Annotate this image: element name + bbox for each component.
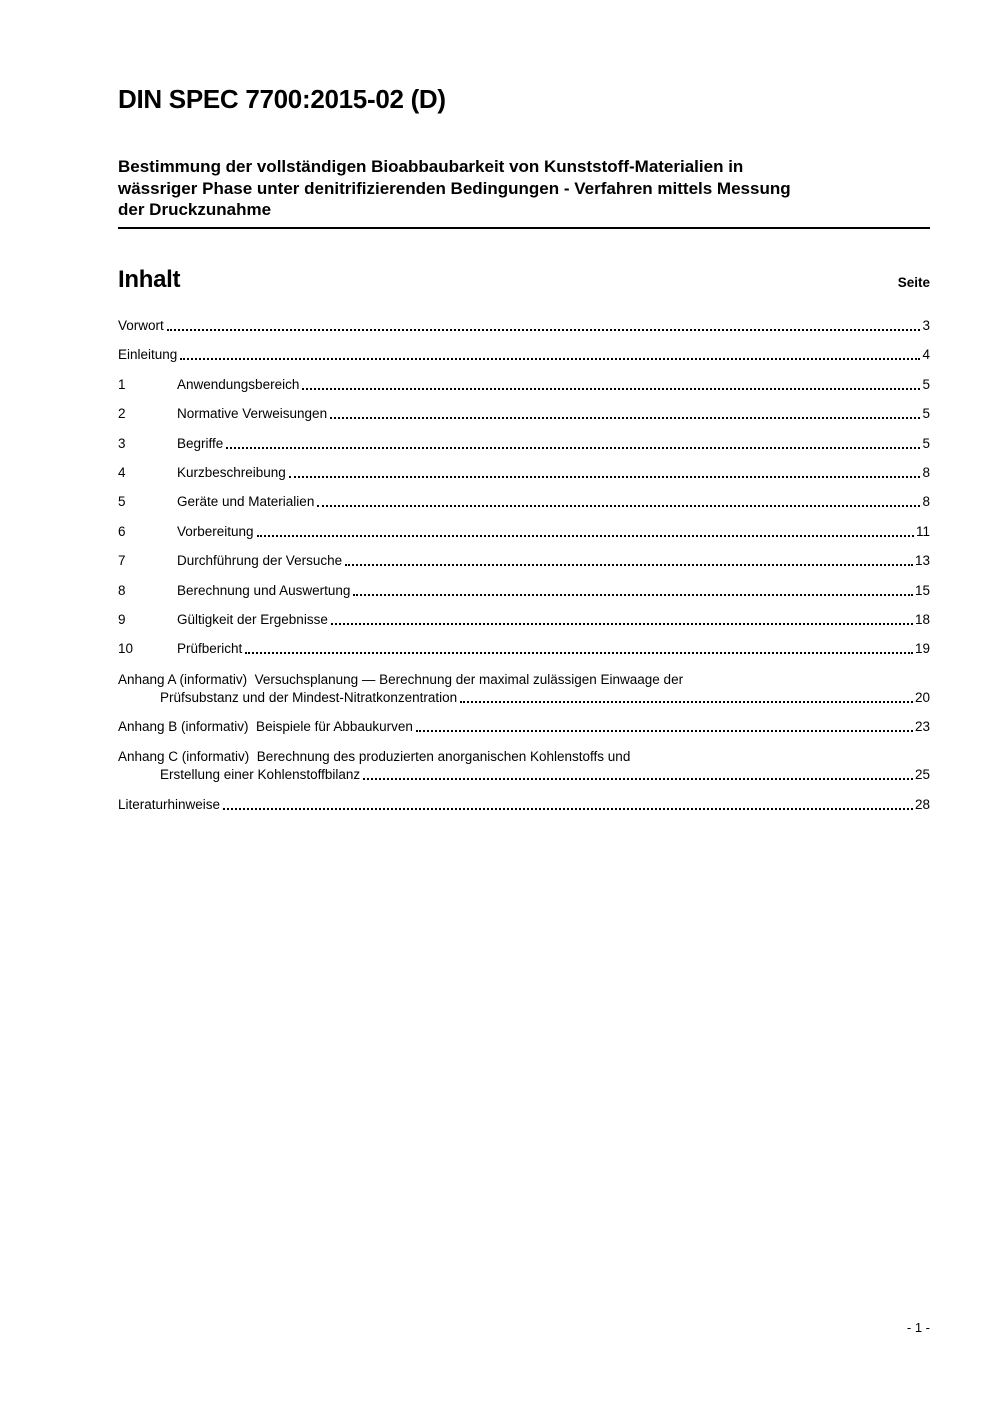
title-divider-rule xyxy=(118,227,930,229)
toc-entry xyxy=(118,689,930,706)
toc-entry xyxy=(118,640,930,657)
toc-dot-leader xyxy=(317,505,920,507)
toc-entry-page-number: 19 xyxy=(914,641,930,657)
toc-dot-leader xyxy=(223,808,913,810)
toc-entry-page-number: 5 xyxy=(922,406,930,422)
toc-entry-page-number: 11 xyxy=(915,523,930,539)
toc-entry-label: Vorwort xyxy=(118,318,164,333)
toc-entry-page-number: 28 xyxy=(914,796,930,812)
toc-header-row xyxy=(118,266,930,294)
toc-entry-number: 1 xyxy=(118,376,126,392)
toc-dot-leader xyxy=(167,329,921,331)
toc-dot-leader xyxy=(353,594,913,596)
toc-entry xyxy=(118,611,930,628)
toc-entry xyxy=(118,523,930,540)
page-number-footer: - 1 - xyxy=(906,1320,930,1335)
toc-page-column-label: Seite xyxy=(897,275,930,290)
toc-dot-leader xyxy=(416,730,913,732)
toc-entry-number: 8 xyxy=(118,582,126,598)
toc-list xyxy=(118,317,930,825)
toc-entry-page-number: 15 xyxy=(914,582,930,598)
toc-entry xyxy=(118,552,930,569)
document-subtitle-line: wässriger Phase unter denitrifizierenden Bedingungen - Verfahren mittels Messung xyxy=(118,178,791,198)
toc-entry xyxy=(118,346,930,363)
toc-entry-label: Normative Verweisungen xyxy=(177,406,328,422)
toc-entry-label: Erstellung einer Kohlenstoffbilanz xyxy=(160,767,361,783)
toc-entry-page-number: 5 xyxy=(922,376,930,392)
toc-dot-leader xyxy=(363,778,913,780)
toc-entry-page-number: 8 xyxy=(922,464,930,480)
toc-entry-label: Anhang B (informativ) Beispiele für Abbaukurven xyxy=(118,719,413,735)
toc-entry xyxy=(118,766,930,783)
toc-entry xyxy=(118,464,930,481)
toc-entry-label: Vorbereitung xyxy=(177,523,254,539)
document-subtitle xyxy=(118,156,930,221)
toc-entry-page-number: 18 xyxy=(914,611,930,627)
toc-entry-label: Prüfsubstanz und der Mindest-Nitratkonzentration xyxy=(160,689,458,705)
toc-entry-number: 3 xyxy=(118,435,126,451)
toc-dot-leader xyxy=(302,388,920,390)
toc-entry-label: Durchführung der Versuche xyxy=(177,553,343,569)
toc-entry xyxy=(118,582,930,599)
toc-entry-number: 10 xyxy=(118,641,134,657)
toc-entry xyxy=(118,718,930,735)
toc-entry xyxy=(118,376,930,393)
toc-entry-label: Prüfbericht xyxy=(177,641,243,657)
toc-entry xyxy=(118,317,930,334)
toc-dot-leader xyxy=(330,417,920,419)
toc-entry-number: 7 xyxy=(118,553,126,569)
toc-entry-line1: Anhang C (informativ) Berechnung des produzierten anorganischen Kohlenstoffs und xyxy=(118,749,631,765)
toc-dot-leader xyxy=(345,564,913,566)
toc-entry-label: Geräte und Materialien xyxy=(177,494,315,510)
toc-entry-page-number: 3 xyxy=(922,318,930,333)
document-subtitle-line: der Druckzunahme xyxy=(118,200,272,219)
toc-entry-label: Literaturhinweise xyxy=(118,796,221,812)
toc-entry-label: Berechnung und Auswertung xyxy=(177,582,351,598)
toc-entry-number: 5 xyxy=(118,494,126,510)
toc-entry-page-number: 5 xyxy=(922,435,930,451)
toc-dot-leader xyxy=(180,358,920,360)
toc-entry-number: 6 xyxy=(118,523,126,539)
toc-dot-leader xyxy=(257,535,914,537)
toc-dot-leader xyxy=(331,623,913,625)
toc-entry xyxy=(118,493,930,510)
toc-entry-line1: Anhang A (informativ) Versuchsplanung — Berechnung der maximal zulässigen Einwaage der xyxy=(118,671,684,687)
toc-entry-page-number: 23 xyxy=(914,719,930,735)
toc-entry xyxy=(118,796,930,813)
toc-entry-number: 4 xyxy=(118,464,126,480)
toc-dot-leader xyxy=(226,447,920,449)
toc-entry-label: Einleitung xyxy=(118,347,178,363)
toc-entry-label: Gültigkeit der Ergebnisse xyxy=(177,611,328,627)
toc-entry-page-number: 4 xyxy=(922,347,930,363)
toc-dot-leader xyxy=(289,476,921,478)
toc-entry-page-number: 25 xyxy=(914,767,930,783)
toc-entry-number: 9 xyxy=(118,611,126,627)
toc-entry-label: Kurzbeschreibung xyxy=(177,464,286,480)
toc-entry-label: Anwendungsbereich xyxy=(177,376,300,392)
toc-dot-leader xyxy=(460,701,913,703)
toc-entry-label: Begriffe xyxy=(177,435,224,451)
toc-entry-page-number: 20 xyxy=(914,689,930,705)
toc-entry xyxy=(118,405,930,422)
document-subtitle-line: Bestimmung der vollständigen Bioabbaubarkeit von Kunststoff-Materialien in xyxy=(118,157,744,176)
toc-entry xyxy=(118,435,930,452)
document-title: DIN SPEC 7700:2015-02 (D) xyxy=(118,84,446,114)
toc-dot-leader xyxy=(245,652,913,654)
toc-heading: Inhalt xyxy=(118,266,181,293)
toc-entry-page-number: 8 xyxy=(922,494,930,510)
toc-entry-number: 2 xyxy=(118,406,126,422)
toc-entry-page-number: 13 xyxy=(914,553,930,569)
